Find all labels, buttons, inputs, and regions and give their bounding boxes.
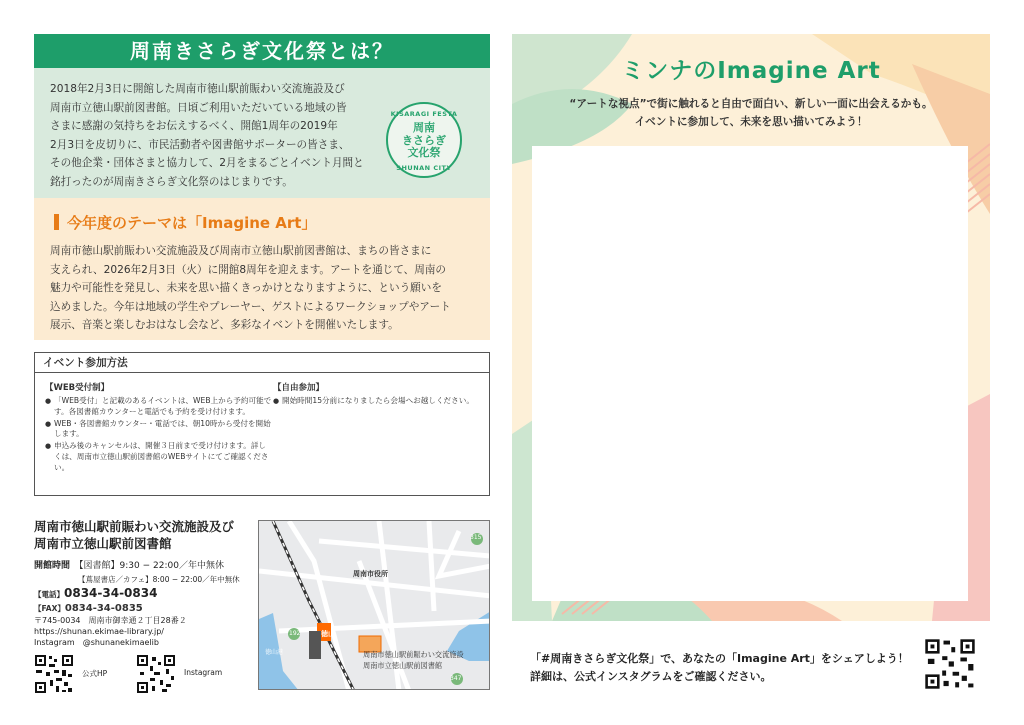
imagine-art-subtitle: “アートな視点”で街に触れると自由で面白い、新しい一面に出会えるかも。	[569, 98, 933, 110]
website-link[interactable]: https://shunan.ekimae-library.jp/	[34, 627, 164, 636]
theme-line: 展示、音楽と楽しむおはなし会など、多彩なイベントを開催いたします。	[50, 319, 399, 332]
map-station: 徳山	[321, 630, 335, 638]
facility-name-line: 周南市立徳山駅前図書館	[34, 536, 172, 551]
facility-info	[34, 518, 254, 648]
howto-section	[34, 352, 490, 496]
access-map	[258, 520, 490, 690]
intro-line: 2018年2月3日に開館した周南市徳山駅前賑わい交流施設及び	[50, 83, 345, 95]
intro-line: さまに感謝の気持ちをお伝えするべく、開館1周年の2019年	[50, 120, 338, 133]
share-section	[512, 624, 990, 702]
page-title: 周南きさらぎ文化祭とは？	[34, 34, 490, 68]
intro-section	[34, 68, 490, 198]
map-port: 徳山港	[265, 649, 284, 656]
list-item: ● 開始時間15分前になりましたら会場へお越しください。	[273, 396, 483, 407]
facility-name	[34, 518, 254, 552]
intro-line: 2月3日を皮切りに、市民活動者や図書館サポーターの皆さま、	[50, 138, 350, 151]
logo-main-text	[388, 122, 460, 160]
logo-line: きさらぎ	[402, 133, 446, 147]
map-facility-line: 周南市徳山駅前賑わい交流施設	[363, 650, 464, 659]
map-city-hall: 周南市役所	[353, 570, 388, 578]
logo-line: 周南	[413, 121, 435, 134]
free-entry-column	[273, 381, 483, 408]
instagram-handle[interactable]: Instagram @shunanekimaelib	[34, 638, 159, 647]
logo-bottom-text: SHUNAN CITY	[396, 164, 452, 172]
fax-number: 0834-34-0835	[64, 603, 143, 614]
tel-label: 【電話】	[34, 590, 64, 599]
howto-title: イベント参加方法	[35, 353, 489, 373]
theme-line: 魅力や可能性を発見し、未来を思い描くきっかけとなりますように、という願いを	[50, 282, 442, 295]
hours-label: 開館時間	[34, 561, 71, 571]
web-reception-column	[45, 381, 273, 475]
tel-number[interactable]: 0834-34-0834	[64, 586, 158, 600]
qr-instagram-label: Instagram	[184, 668, 223, 677]
fax-line	[34, 602, 254, 615]
map-route-192: 192	[289, 630, 301, 637]
qr-code-icon	[34, 654, 74, 694]
hours-line	[34, 560, 254, 573]
fax-label: 【FAX】	[34, 604, 65, 613]
free-head: 【自由参加】	[273, 383, 325, 393]
theme-section	[34, 198, 490, 340]
festa-logo	[386, 102, 462, 178]
theme-heading-text: 今年度のテーマは「Imagine Art」	[67, 214, 317, 232]
hours-cafe: 【蔦屋書店／カフェ】8:00 − 22:00／年中無休	[78, 575, 240, 584]
address: 〒745-0034 周南市御幸通２丁目28番２	[34, 616, 187, 625]
list-item: ● 「WEB受付」と記載のあるイベントは、WEB上から予約可能です。各図書館カウンターと電話でも予約を受け付けます。	[45, 396, 273, 418]
map-facility-label	[363, 649, 464, 671]
qr-code-icon	[136, 654, 176, 694]
list-item: ● 申込み後のキャンセルは、開催３日前まで受け付けます。詳しくは、周南市立徳山駅前図書館のWEBサイトにてご確認ください。	[45, 441, 273, 473]
intro-text	[50, 80, 385, 192]
qr-official-hp-label: 公式HP	[82, 669, 108, 678]
drawing-area[interactable]	[532, 146, 968, 601]
theme-line: 支えられ、2026年2月3日（火）に開館8周年を迎えます。アートを通じて、周南の	[50, 263, 447, 276]
imagine-art-title: ミンナのImagine Art	[621, 58, 881, 84]
web-head: 【WEB受付制】	[45, 383, 110, 393]
logo-line: 文化祭	[407, 146, 441, 159]
qr-official-hp[interactable]	[34, 654, 74, 698]
imagine-art-subtitle: イベントに参加して、未来を思い描いてみよう！	[634, 116, 868, 128]
map-route-315: 315	[470, 534, 482, 541]
share-detail-text: 詳細は、公式インスタグラムをご確認ください。	[530, 670, 772, 683]
intro-line: その他企業・団体さまと協力して、2月をまるごとイベント月間と	[50, 157, 364, 170]
theme-text	[50, 242, 478, 335]
tel-line	[34, 586, 254, 602]
facility-name-line: 周南市徳山駅前賑わい交流施設及び	[34, 519, 235, 534]
theme-line: 込めました。今年は地域の学生やプレーヤー、ゲストによるワークショップやアート	[50, 300, 451, 313]
qr-code-icon	[924, 638, 976, 690]
heading-bar-icon	[54, 214, 59, 230]
theme-line: 周南市徳山駅前賑わい交流施設及び周南市立徳山駅前図書館は、まちの皆さまに	[50, 245, 432, 257]
qr-instagram[interactable]	[136, 654, 176, 698]
intro-line: 周南市立徳山駅前図書館。日頃ご利用いただいている地域の皆	[50, 101, 347, 114]
list-item: ● WEB・各図書館カウンター・電話では、朝10時から受付を開始します。	[45, 419, 273, 441]
map-facility-line: 周南市立徳山駅前図書館	[363, 661, 443, 670]
map-route-347: 347	[450, 675, 462, 682]
share-text: 「#周南きさらぎ文化祭」で、あなたの「Imagine Art」をシェアしよう！	[530, 652, 909, 665]
logo-top-text: KISARAGI FESTA	[390, 110, 458, 118]
theme-heading	[54, 212, 316, 233]
intro-line: 銘打ったのが周南きさらぎ文化祭のはじまりです。	[50, 175, 293, 188]
qr-share[interactable]	[924, 638, 976, 694]
imagine-art-panel	[512, 34, 990, 621]
hours-library: 【図書館】9:30 − 22:00／年中無休	[79, 561, 224, 571]
